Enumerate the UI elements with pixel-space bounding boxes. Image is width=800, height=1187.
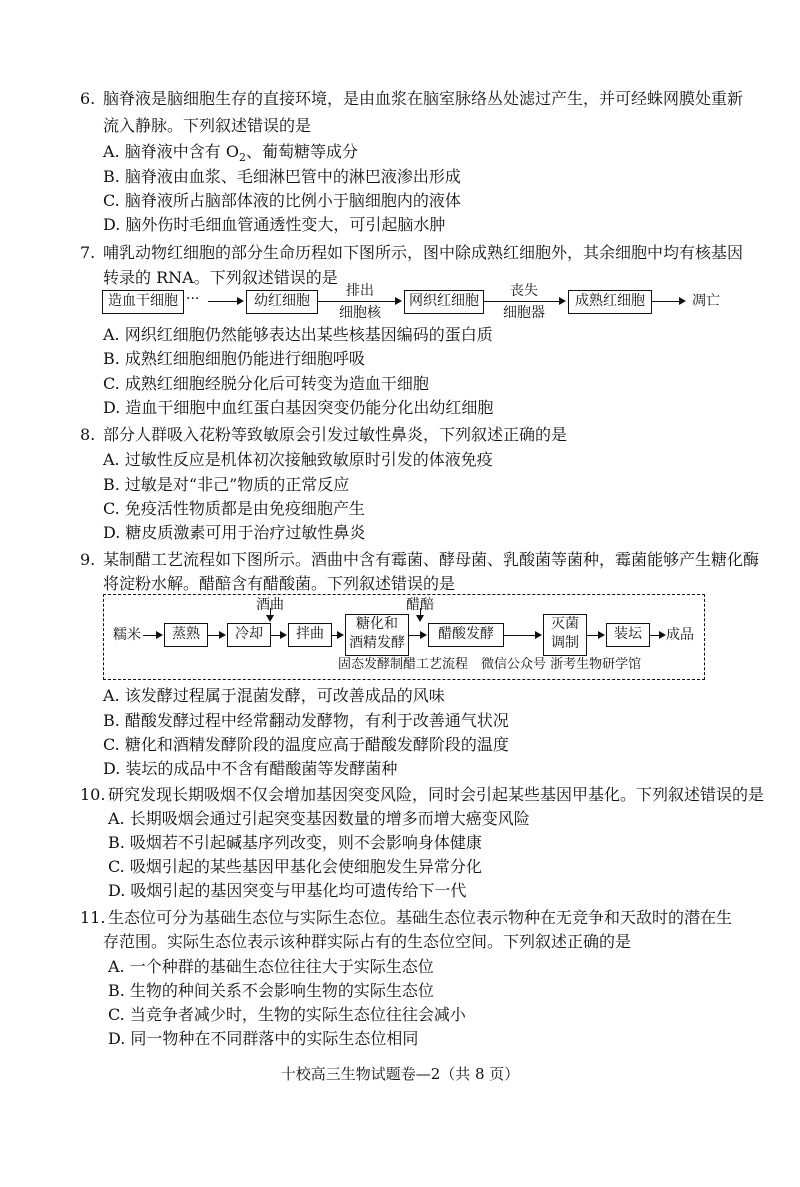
option-d: D. 吸烟引起的基因突变与甲基化均可遗传给下一代 [108,881,467,900]
question-stem-line: 某制醋工艺流程如下图所示。酒曲中含有霉菌、酵母菌、乳酸菌等菌种，霉菌能够产生糖化酶 [103,550,760,569]
option-c: C. 脑脊液所占脑部体液的比例小于脑细胞内的液体 [103,191,461,210]
question-stem-line: 研究发现长期吸烟不仅会增加基因突变风险，同时会引起某些基因甲基化。下列叙述错误的是 [108,785,765,804]
arrow-right-icon [652,301,684,302]
question-number: 9. [80,550,96,569]
option-d: D. 造血干细胞中血红蛋白基因突变仍能分化出幼红细胞 [103,398,494,417]
arrow-right-icon [143,635,161,636]
option-c: C. 当竞争者减少时，生物的实际生态位往往会减小 [108,1005,466,1024]
diagram-box: 装坛 [606,623,650,647]
question-stem-line: 存范围。实际生态位表示该种群实际占有的生态位空间。下列叙述正确的是 [103,932,632,951]
arrow-label-top: 排出 [346,283,374,299]
option-a: A. 过敏性反应是机体初次接触致敏原时引发的体液免疫 [103,450,493,469]
question-stem-line: 将淀粉水解。醋醅含有醋酸菌。下列叙述错误的是 [103,574,456,593]
diagram-end-label: 成品 [666,627,694,643]
arrow-right-icon [271,635,285,636]
diagram-box: 蒸熟 [164,623,208,647]
option-b: B. 脑脊液由血浆、毛细淋巴管中的淋巴液渗出形成 [103,167,461,186]
arrow-label-bottom: 细胞器 [503,305,545,321]
question-stem-line: 脑脊液是脑细胞生存的直接环境，是由血浆在脑室脉络丛处滤过产生，并可经蛛网膜处重新 [103,89,744,108]
diagram-box: 灭菌 调制 [543,614,587,656]
option-b: B. 醋酸发酵过程中经常翻动发酵物，有利于改善通气状况 [103,711,509,730]
diagram-box: 网织红细胞 [404,290,484,314]
arrow-right-icon [409,635,425,636]
option-c: C. 吸烟引起的某些基因甲基化会使细胞发生异常分化 [108,857,482,876]
arrow-right-icon [208,635,224,636]
option-b: B. 生物的种间关系不会影响生物的实际生态位 [108,981,434,1000]
arrow-right-icon [504,635,540,636]
arrow-down-icon [420,608,421,620]
diagram-box: 成熟红细胞 [568,290,652,314]
arrow-down-icon [270,608,271,620]
option-a: A. 一个种群的基础生态位往往大于实际生态位 [108,957,434,976]
option-d: D. 糖皮质激素可用于治疗过敏性鼻炎 [103,523,366,542]
arrow-label-bottom: 细胞核 [339,305,381,321]
question-number: 6. [80,89,96,108]
question-number: 8. [80,425,96,444]
option-c: C. 糖化和酒精发酵阶段的温度应高于醋酸发酵阶段的温度 [103,735,509,754]
arrow-right-icon [484,301,564,302]
input-label: 醋醅 [406,597,434,613]
diagram-box: 醋酸发酵 [428,623,504,647]
question-stem-line: 哺乳动物红细胞的部分生命历程如下图所示，图中除成熟红细胞外，其余细胞中均有核基因 [103,243,744,262]
diagram-box: 造血干细胞 [102,290,184,314]
question-stem-line: 流入静脉。下列叙述错误的是 [103,116,312,135]
diagram-start-label: 糯米 [113,627,141,643]
input-label: 酒曲 [256,597,284,613]
option-d: D. 同一物种在不同群落中的实际生态位相同 [108,1029,419,1048]
diagram-box: 糖化和 酒精发酵 [345,614,409,656]
diagram-caption: 固态发酵制醋工艺流程 微信公众号 浙考生物研学馆 [338,657,642,672]
question-stem-line: 生态位可分为基础生态位与实际生态位。基础生态位表示物种在无竞争和天敌时的潜在生 [108,908,733,927]
option-a: A. 长期吸烟会通过引起突变基因数量的增多而增大癌变风险 [108,809,530,828]
option-d: D. 脑外伤时毛细血管通透性变大，可引起脑水肿 [103,215,446,234]
arrow-right-icon [208,301,242,302]
diagram-box: 拌曲 [288,623,332,647]
arrow-right-icon [587,635,603,636]
arrow-right-icon [332,635,342,636]
ellipsis-label: ··· [186,291,200,307]
option-b: B. 过敏是对“非己”物质的正常反应 [103,475,350,494]
option-a: A. 该发酵过程属于混菌发酵，可改善成品的风味 [103,686,445,705]
question-number: 11. [80,908,106,927]
option-b: B. 成熟红细胞细胞仍能进行细胞呼吸 [103,349,365,368]
option-c: C. 免疫活性物质都是由免疫细胞产生 [103,499,365,518]
question-number: 7. [80,243,96,262]
arrow-right-icon [650,635,664,636]
diagram-box: 幼红细胞 [246,290,318,314]
question-stem-line: 部分人群吸入花粉等致敏原会引发过敏性鼻炎，下列叙述正确的是 [103,425,568,444]
option-b: B. 吸烟若不引起碱基序列改变，则不会影响身体健康 [108,833,482,852]
question-number: 10. [80,785,106,804]
diagram-end-label: 凋亡 [692,293,720,309]
arrow-label-top: 丧失 [510,283,538,299]
option-a: A. 网织红细胞仍然能够表达出某些核基因编码的蛋白质 [103,325,493,344]
page-footer: 十校高三生物试题卷—2（共 8 页） [280,1065,520,1083]
question-stem-line: 转录的 RNA。下列叙述错误的是 [103,268,338,287]
diagram-box: 冷却 [227,623,271,647]
option-a: A. 脑脊液中含有 $O_2$、葡萄糖等成分 [103,142,358,165]
arrow-right-icon [318,301,400,302]
option-c: C. 成熟红细胞经脱分化后可转变为造血干细胞 [103,374,429,393]
option-d: D. 装坛的成品中不含有醋酸菌等发酵菌种 [103,759,398,778]
